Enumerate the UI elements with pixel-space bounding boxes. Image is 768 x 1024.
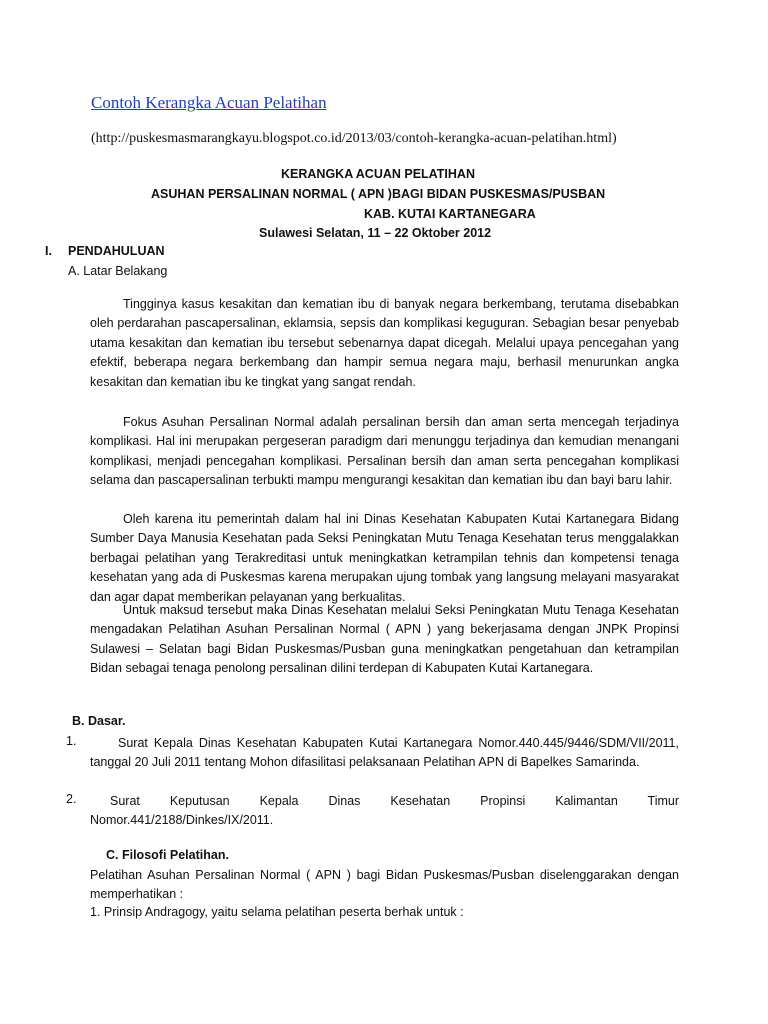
list-item-number: 1. <box>66 734 77 748</box>
header-line-3: KAB. KUTAI KARTANEGARA <box>364 207 536 221</box>
paragraph-4: Untuk maksud tersebut maka Dinas Kesehatan melalui Seksi Peningkatan Mutu Tenaga Kesehatan mengadakan Pelatihan Asuhan Persalinan Normal ( APN ) yang bekerjasama dengan JNPK Propinsi Sulawesi – Selatan bagi Bidan Puskesmas/Pusban guna meningkatkan pengetahuan dan ketrampilan Bidan sebagai tenaga penolong persalinan dilini terdepan di Kabupaten Kutai Kartanegara. <box>90 603 679 676</box>
list-item: Surat Kepala Dinas Kesehatan Kabupaten Kutai Kartanegara Nomor.440.445/9446/SDM/VII/2011, tanggal 20 Juli 2011 tentang Mohon difasilitasi pelaksanaan Pelatihan APN di Bapelkes Samarinda. <box>90 736 679 770</box>
paragraph-1: Tingginya kasus kesakitan dan kematian ibu di banyak negara berkembang, terutama disebabkan oleh perdarahan pascapersalinan, eklamsia, sepsis dan komplikasi keguguran. Sebagian besar penyebab utama kesakitan dan kematian ibu tersebut sebenarnya dapat dicegah. Melalui upaya pencegahan yang efektif, beberapa negara berkembang dan hampir semua negara maju, berhasil menurunkan angka kesakitan dan kematian ibu ke tingkat yang sangat rendah. <box>90 297 679 389</box>
list-item-number: 2. <box>66 792 77 806</box>
section-title: PENDAHULUAN <box>68 244 165 258</box>
subsection-c-intro: Pelatihan Asuhan Persalinan Normal ( APN ) bagi Bidan Puskesmas/Pusban diselenggarakan dengan memperhatikan : <box>90 868 679 902</box>
list-item: Surat Keputusan Kepala Dinas Kesehatan Propinsi Kalimantan Timur Nomor.441/2188/Dinkes/IX/2011. <box>90 794 679 828</box>
paragraph-3: Oleh karena itu pemerintah dalam hal ini Dinas Kesehatan Kabupaten Kutai Kartanegara Bidang Sumber Daya Manusia Kesehatan pada Seksi Peningkatan Mutu Tenaga Kesehatan terus menggalakkan berbagai pelatihan yang Terakreditasi untuk meningkatkan ketrampilan tehnis dan kompetensi tenaga kesehatan yang ada di Puskesmas karena merupakan ujung tombak yang langsung melayani masyarakat dan agar dapat memberikan pelayanan yang berkualitas. <box>90 512 679 604</box>
principle-point-1: 1. Prinsip Andragogy, yaitu selama pelatihan peserta berhak untuk : <box>90 905 464 919</box>
subsection-b-title: B. Dasar. <box>72 714 126 728</box>
paragraph-2: Fokus Asuhan Persalinan Normal adalah persalinan bersih dan aman serta mencegah terjadinya komplikasi. Hal ini merupakan pergeseran paradigm dari menunggu terjadinya dan kemudian menangani komplikasi, menjadi pencegahan komplikasi. Persalinan bersih dan aman serta pencegahan komplikasi selama dan pascapersalinan terbukti mampu mengurangi kesakitan dan kematian ibu dan bayi baru lahir. <box>90 415 679 488</box>
subsection-c-title: C. Filosofi Pelatihan. <box>106 848 229 862</box>
header-line-1: KERANGKA ACUAN PELATIHAN <box>281 167 475 181</box>
title-link[interactable]: Contoh Kerangka Acuan Pelatihan <box>91 93 327 112</box>
section-number: I. <box>45 244 52 258</box>
header-line-4: Sulawesi Selatan, 11 – 22 Oktober 2012 <box>259 226 492 240</box>
header-line-2: ASUHAN PERSALINAN NORMAL ( APN )BAGI BIDAN PUSKESMAS/PUSBAN <box>151 187 606 201</box>
subsection-a-title: A. Latar Belakang <box>68 264 168 278</box>
source-url: (http://puskesmasmarangkayu.blogspot.co.id/2013/03/contoh-kerangka-acuan-pelatihan.html) <box>91 131 617 146</box>
